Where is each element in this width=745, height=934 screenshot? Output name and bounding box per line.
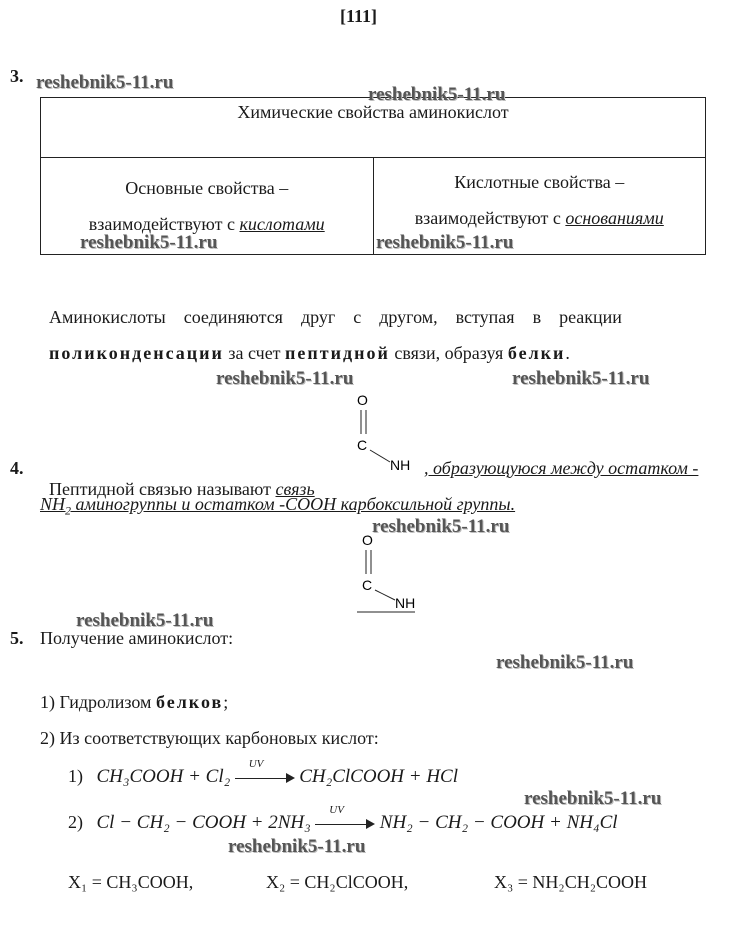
q5-heading: Получение аминокислот: bbox=[40, 628, 234, 648]
answer-x3: X₃ = NH₂CH₂COOH bbox=[494, 872, 647, 892]
question-4-number: 4. bbox=[10, 458, 24, 478]
basic-properties-line1: Основные свойства – bbox=[125, 178, 289, 198]
item-1-text: Гидролизом bbox=[59, 692, 156, 712]
q4-answer-nh-sub: 2 bbox=[65, 503, 72, 518]
question-5-number: 5. bbox=[10, 628, 24, 648]
q4-answer-word: связь bbox=[275, 479, 315, 499]
peptide-bond-structure-2 bbox=[345, 528, 425, 618]
watermark: reshebnik5-11.ru bbox=[496, 652, 634, 673]
oxygen-label: O bbox=[357, 392, 368, 408]
q3-text-part1: Аминокислоты соединяются друг с другом, вступая в реакции bbox=[49, 307, 622, 327]
equation-1 bbox=[68, 757, 459, 788]
nh-label: NH bbox=[390, 457, 411, 473]
q4-text: Пептидной связью называют bbox=[49, 479, 276, 499]
watermark: reshebnik5-11.ru bbox=[524, 788, 662, 809]
equation-2-left: Cl − CH₂ − COOH + 2NH₃ bbox=[96, 812, 311, 833]
term-polycondensation: поликонденсации bbox=[49, 343, 224, 363]
item-2-text: Из соответствующих карбоновых кислот: bbox=[59, 728, 379, 748]
answer-x1: X₁ = CH₃COOH, bbox=[68, 872, 194, 892]
equation-1-number: 1) bbox=[68, 766, 83, 786]
q5-item-1 bbox=[40, 692, 228, 713]
peptide-bond-structure-1 bbox=[340, 388, 420, 478]
watermark: reshebnik5-11.ru bbox=[512, 368, 650, 389]
watermark: reshebnik5-11.ru bbox=[80, 232, 218, 253]
nh-label: NH bbox=[395, 595, 416, 611]
q3-text-part3: связи, образуя bbox=[389, 343, 508, 363]
page-number: [111] bbox=[340, 6, 378, 26]
basic-properties-line2: взаимодействуют с bbox=[88, 214, 240, 234]
term-proteins-hydrolysis: белков bbox=[155, 692, 224, 712]
q3-paragraph-line2 bbox=[40, 322, 570, 364]
equation-2 bbox=[68, 803, 618, 834]
equation-2-right: NH₂ − CH₂ − COOH + NH₄Cl bbox=[379, 812, 618, 833]
reaction-arrow-uv bbox=[235, 757, 295, 785]
table-title: Химические свойства аминокислот bbox=[41, 98, 706, 158]
question-3-number: 3. bbox=[10, 66, 24, 86]
acidic-properties-answer: основаниями bbox=[565, 208, 664, 228]
answer-x2: X₂ = CH₂ClCOOH, bbox=[266, 872, 409, 892]
equation-1-right: CH₂ClCOOH + HCl bbox=[299, 766, 459, 787]
term-peptide: пептидной bbox=[285, 343, 390, 363]
watermark: reshebnik5-11.ru bbox=[76, 610, 214, 631]
basic-properties-answer: кислотами bbox=[239, 214, 325, 234]
q4-answer-rest: аминогруппы и остатком -COOH карбоксильной группы. bbox=[71, 494, 516, 514]
q3-text-part4: . bbox=[565, 343, 570, 363]
q3-text-part2: за счет bbox=[223, 343, 286, 363]
watermark: reshebnik5-11.ru bbox=[36, 72, 174, 93]
carbon-label: C bbox=[362, 577, 373, 593]
uv-label: UV bbox=[329, 803, 344, 816]
watermark: reshebnik5-11.ru bbox=[372, 516, 510, 537]
item-2-number: 2) bbox=[40, 728, 55, 748]
reaction-arrow-uv bbox=[315, 803, 375, 831]
carbon-label: C bbox=[357, 437, 368, 453]
q5-item-2 bbox=[40, 728, 379, 749]
watermark: reshebnik5-11.ru bbox=[228, 836, 366, 857]
item-1-end: ; bbox=[223, 692, 229, 712]
q4-answer-nh: NH bbox=[40, 494, 66, 514]
q4-answer-part2: , образующуюся между остатком - bbox=[424, 458, 699, 478]
term-proteins: белки bbox=[507, 343, 566, 363]
uv-label: UV bbox=[248, 757, 264, 770]
item-1-number: 1) bbox=[40, 692, 55, 712]
equation-1-left: CH₃COOH + Cl₂ bbox=[96, 766, 231, 787]
acidic-properties-line2: взаимодействуют с bbox=[414, 208, 566, 228]
watermark: reshebnik5-11.ru bbox=[368, 84, 506, 105]
oxygen-label: O bbox=[362, 532, 373, 548]
equation-2-number: 2) bbox=[68, 812, 83, 832]
watermark: reshebnik5-11.ru bbox=[376, 232, 514, 253]
watermark: reshebnik5-11.ru bbox=[216, 368, 354, 389]
acidic-properties-line1: Кислотные свойства – bbox=[454, 172, 625, 192]
q4-line2 bbox=[40, 494, 515, 519]
